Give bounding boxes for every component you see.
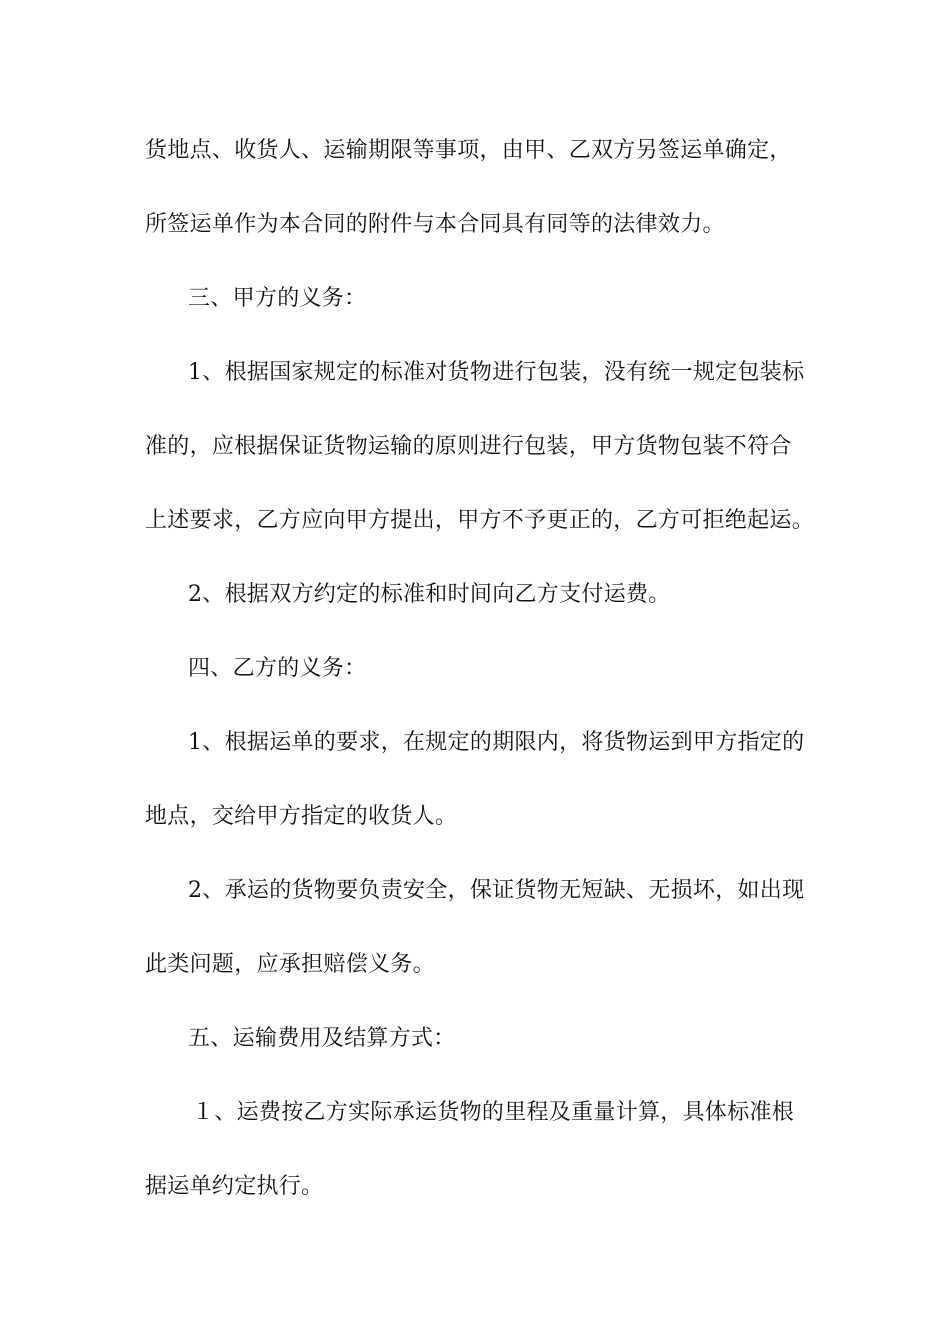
- paragraph-line: 此类问题，应承担赔偿义务。: [145, 952, 435, 977]
- paragraph-line: 上述要求，乙方应向甲方提出，甲方不予更正的，乙方可拒绝起运。: [145, 508, 815, 533]
- paragraph-line: 地点，交给甲方指定的收货人。: [145, 804, 458, 829]
- paragraph-line: 1、根据运单的要求，在规定的期限内，将货物运到甲方指定的: [188, 730, 805, 755]
- section-heading-party-b-obligations: 四、乙方的义务：: [188, 656, 367, 681]
- paragraph-line: １、运费按乙方实际承运货物的里程及重量计算，具体标准根: [192, 1100, 795, 1125]
- paragraph-line: 准的，应根据保证货物运输的原则进行包装，甲方货物包装不符合: [145, 434, 792, 459]
- paragraph-line: 所签运单作为本合同的附件与本合同具有同等的法律效力。: [145, 212, 725, 237]
- section-heading-party-a-obligations: 三、甲方的义务：: [188, 286, 367, 311]
- paragraph-line: 据运单约定执行。: [145, 1174, 324, 1199]
- paragraph-line: 货地点、收货人、运输期限等事项，由甲、乙双方另签运单确定，: [145, 138, 792, 163]
- paragraph-line: 1、根据国家规定的标准对货物进行包装，没有统一规定包装标: [188, 360, 805, 385]
- paragraph-line: 2、根据双方约定的标准和时间向乙方支付运费。: [188, 582, 671, 607]
- paragraph-line: 2、承运的货物要负责安全，保证货物无短缺、无损坏，如出现: [188, 878, 805, 903]
- section-heading-transport-fees: 五、运输费用及结算方式：: [188, 1026, 456, 1051]
